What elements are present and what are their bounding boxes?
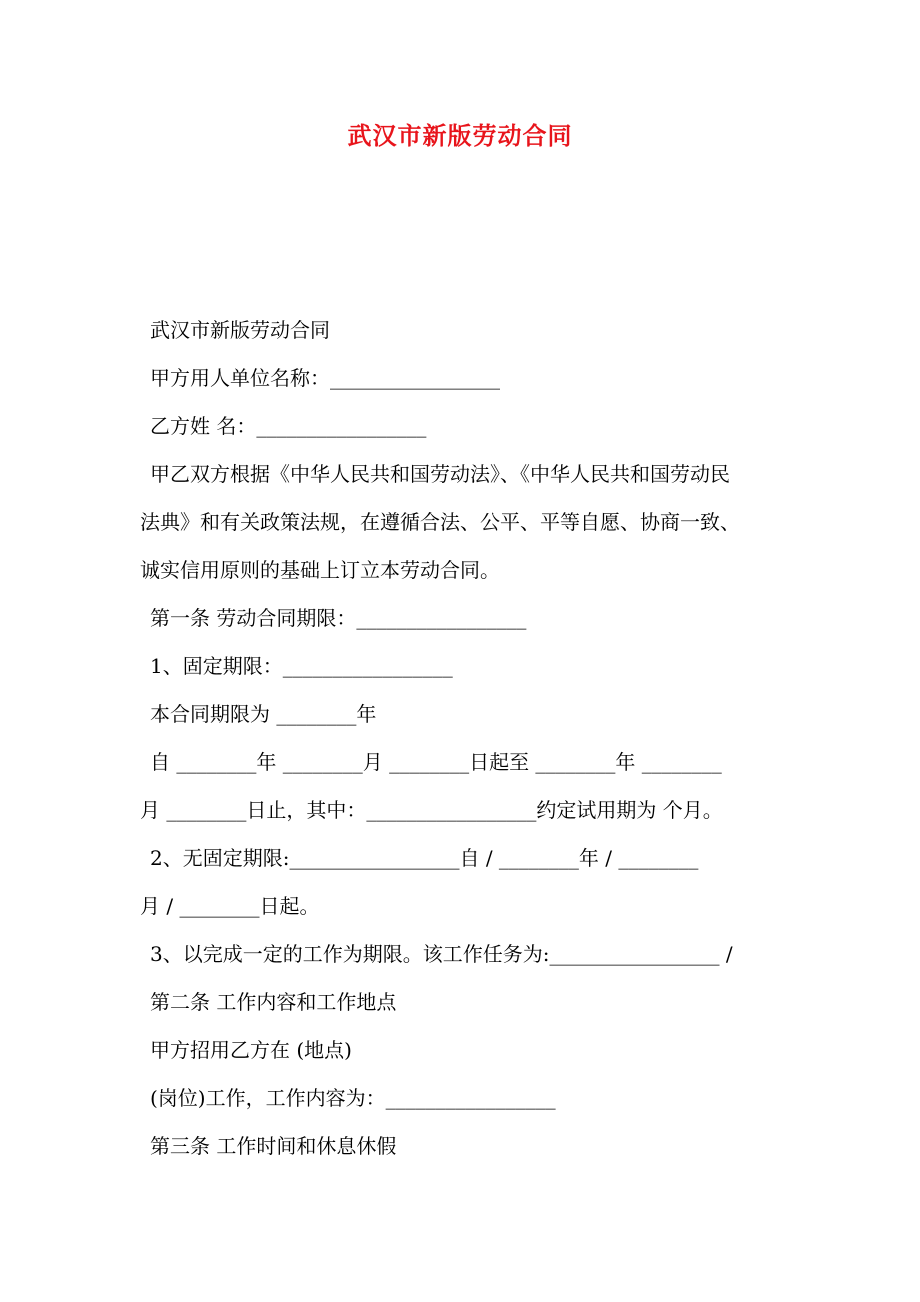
body-line: 诚实信用原则的基础上订立本劳动合同。 <box>140 558 500 582</box>
body-line: 甲乙双方根据《中华人民共和国劳动法》、《中华人民共和国劳动民 <box>150 462 730 486</box>
document-title: 武汉市新版劳动合同 <box>347 121 573 150</box>
document-body <box>140 306 800 1170</box>
body-line: 月 / ________日起。 <box>140 894 320 918</box>
body-line: 本合同期限为 ________年 <box>150 702 377 726</box>
body-line: 甲方用人单位名称：_________________ <box>150 366 500 390</box>
body-line: 第二条 工作内容和工作地点 <box>150 990 397 1014</box>
body-line: (岗位)工作，工作内容为：_________________ <box>150 1086 556 1110</box>
body-line: 甲方招用乙方在 (地点) <box>150 1038 352 1062</box>
body-line: 乙方姓 名：_________________ <box>150 414 427 438</box>
body-line: 3、以完成一定的工作为期限。该工作任务为:_________________ / <box>150 942 733 966</box>
body-line: 第三条 工作时间和休息休假 <box>150 1134 397 1158</box>
body-line: 武汉市新版劳动合同 <box>150 318 330 342</box>
body-line: 自 ________年 ________月 ________日起至 ________年 ________ <box>150 750 722 774</box>
body-line: 2、无固定期限:_________________自 / ________年 / ________ <box>150 846 699 870</box>
body-line: 月 ________日止，其中：_________________约定试用期为 个月。 <box>140 798 723 822</box>
body-line: 第一条 劳动合同期限：_________________ <box>150 606 527 630</box>
body-line: 法典》和有关政策法规，在遵循合法、公平、平等自愿、协商一致、 <box>140 510 740 534</box>
body-line: 1、固定期限：_________________ <box>150 654 453 678</box>
